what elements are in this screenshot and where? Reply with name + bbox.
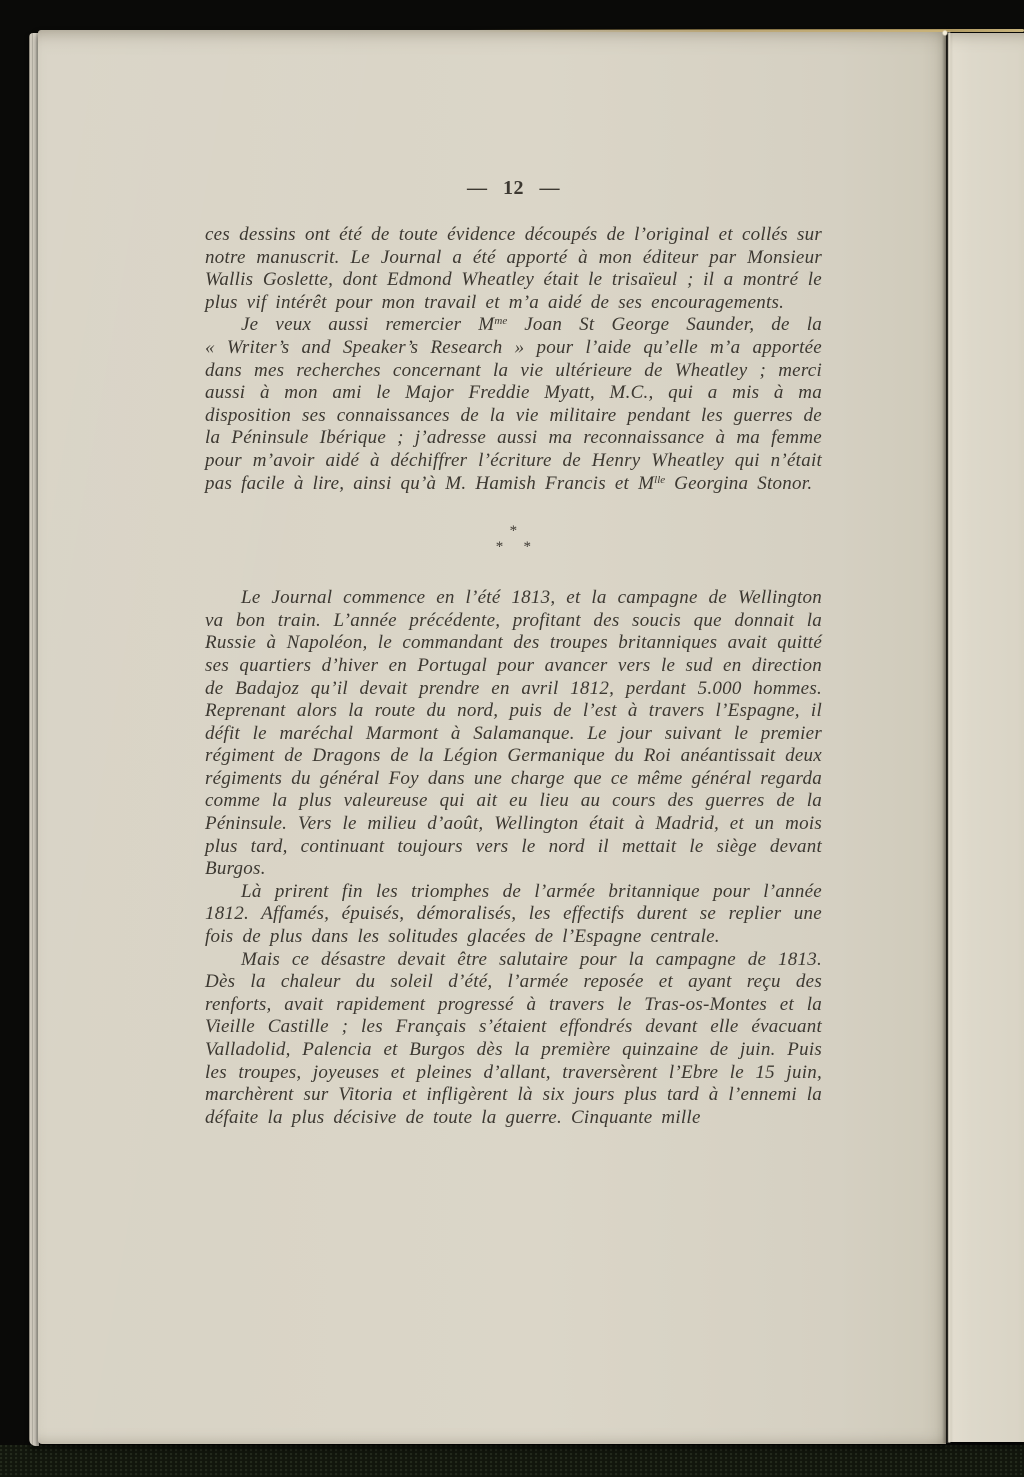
asterisk: * <box>509 523 518 540</box>
asterisk-pair: * * <box>495 539 532 556</box>
text-run: Georgina Stonor. <box>665 472 813 494</box>
text-run: Mais ce désastre devait être salutaire pour la campagne de 1813. Dès la chaleur du soleil d’été, l’armée reposée et ayant reçu des renforts, avait rapidement progressé à travers le Tras-os-Montes et la Vieille Castille ; les Français s’étaient effondrés devant elle évacuant Valladolid, Palencia et Burgos dès la première quinzaine de juin. Puis les troupes, joyeuses et pleines d’allant, traversèrent l’Ebre le 15 juin, marchèrent sur Vitoria et infligèrent là six jours plus tard à l’ennemi la défaite la plus décisive de toute la guerre. Cinquante mille <box>205 948 822 1128</box>
page-fold-crease <box>942 31 951 1443</box>
text-run: Joan St George Saunder, de la « Writer’s and Speaker’s Research » pour l’aide qu’elle m’a apportée dans mes recherches concernant la vie ultérieure de Wheatley ; merci aussi à mon ami le Major Freddie Myatt, M.C., qui a mis à ma disposition ses connaissances de la vie militaire pendant les guerres de la Péninsule Ibérique ; j’adresse aussi ma reconnaissance à ma femme pour m’avoir aidé à déchiffrer l’écriture de Henry Wheatley qui n’était pas facile à lire, ainsi qu’à M. Hamish Francis et M <box>205 314 822 494</box>
asterism-separator <box>205 523 822 555</box>
page-text <box>205 224 822 1129</box>
adjacent-page-edge <box>948 33 1024 1442</box>
paragraph <box>205 949 822 1130</box>
paragraph <box>205 881 822 949</box>
superscript-abbreviation: lle <box>654 473 666 486</box>
paragraph <box>205 314 822 495</box>
text-run: Je veux aussi remercier M <box>241 314 495 336</box>
superscript-abbreviation: me <box>494 315 508 328</box>
page-number-header <box>205 176 822 200</box>
paragraph <box>205 224 822 314</box>
text-run: ces dessins ont été de toute évidence découpés de l’original et collés sur notre manuscrit. Le Journal a été apporté à mon éditeur par Monsieur Wallis Goslette, dont Edmond Wheatley était le trisaïeul ; il a montré le plus vif intérêt pour mon travail et m’a aidé de ses encouragements. <box>205 224 822 313</box>
page-top-edge <box>470 29 1024 32</box>
book-page <box>38 30 946 1444</box>
fold-highlight <box>942 30 948 36</box>
text-run: Le Journal commence en l’été 1813, et la campagne de Wellington va bon train. L’année précédente, profitant des soucis que donnait la Russie à Napoléon, le commandant des troupes britanniques avait quitté ses quartiers d’hiver en Portugal pour avancer vers le sud en direction de Badajoz qu’il devait prendre en avril 1812, perdant 5.000 hommes. Reprenant alors la route du nord, puis de l’est à travers l’Espagne, il défit le maréchal Marmont à Salamanque. Le jour suivant le premier régiment de Dragons de la Légion Germanique du Roi anéantissait deux régiments du général Foy dans une charge que ce même général regarda comme la plus valeureuse qui ait eu lieu au cours des guerres de la Péninsule. Vers le milieu d’août, Wellington était à Madrid, et un mois plus tard, continuant toujours vers le nord il mettait le siège devant Burgos. <box>205 587 822 880</box>
page-number: — 12 — <box>467 177 560 199</box>
paragraph <box>205 587 822 881</box>
text-run: Là prirent fin les triomphes de l’armée britannique pour l’année 1812. Affamés, épuisés, démoralisés, les effectifs durent se replier une fois de plus dans les solitudes glacées de l’Espagne centrale. <box>205 880 822 948</box>
background-surface <box>0 1445 1024 1477</box>
